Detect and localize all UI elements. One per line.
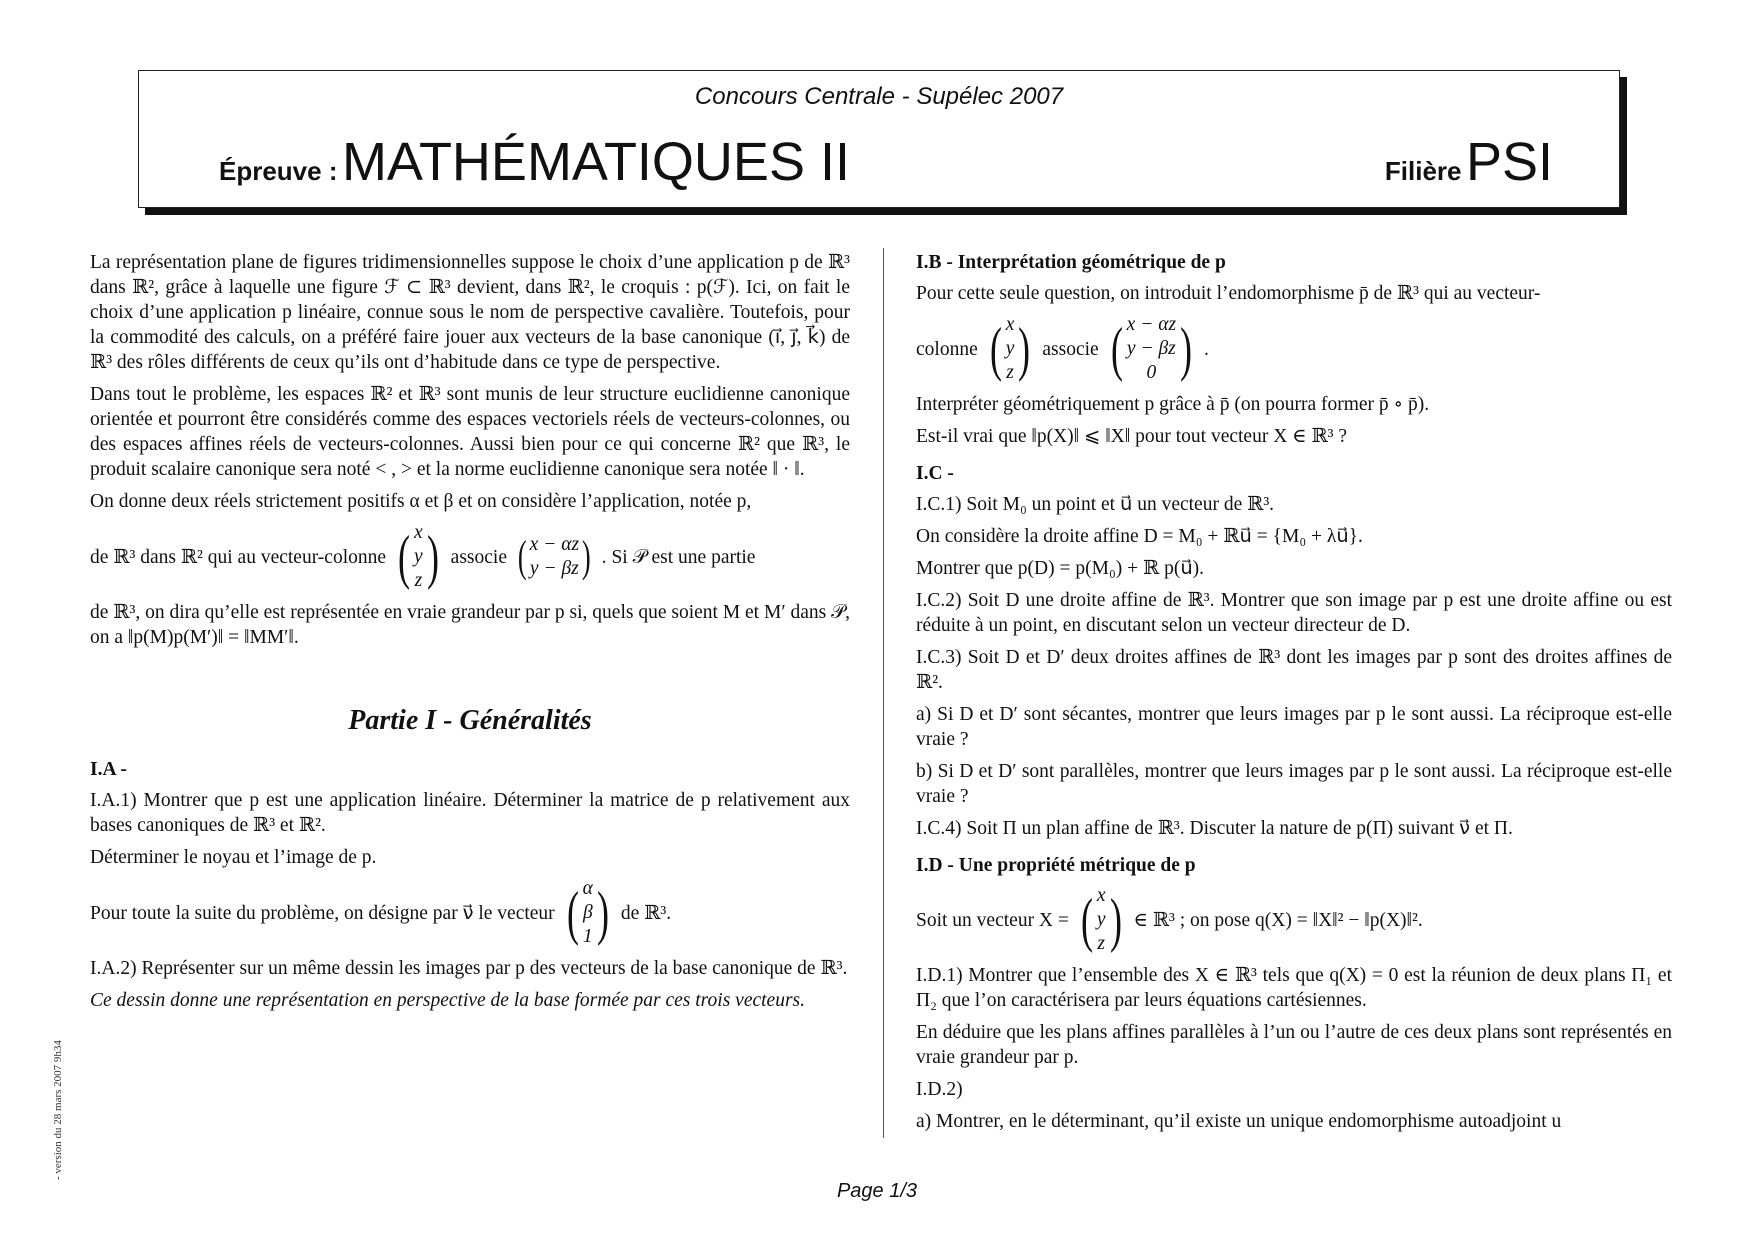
question-IC1c: Montrer que p(D) = p(M₀) + ℝ p(u⃗). [916,558,1205,579]
q-definition [916,884,1672,956]
question-IA2b: Ce dessin donne une représentation en perspective de la base formée par ces trois vecteurs. [90,990,806,1011]
vec-entry: y [1096,909,1106,930]
vec-entry: x − αz [1126,314,1177,335]
page-number: Page 1/3 [836,1180,918,1202]
question-IC3b: b) Si D et D′ sont parallèles, montrer que leurs images par p le sont aussi. La réciproque est-elle vraie ? [916,761,1672,807]
filiere-value: PSI [1465,132,1553,192]
column-divider [883,248,884,1138]
question-IC1: I.C.1) Soit M₀ un point et u⃗ un vecteur de ℝ³. [916,494,1275,515]
map-text-mid: associe [450,546,507,568]
question-ID1: I.D.1) Montrer que l’ensemble des X ∈ ℝ³ tels que q(X) = 0 est la réunion de deux plans Π₁ et Π₂ que l’on caractérisera par leurs équations cartésiennes. [916,965,1672,1011]
question-ID2a: a) Montrer, en le déterminant, qu’il existe un unique endomorphisme autoadjoint u [916,1111,1562,1132]
intro-paragraph-4: de ℝ³, on dira qu’elle est représentée en vraie grandeur par p si, quels que soient M et M′ dans 𝒫, on a ‖p(M)p(M′)‖ = ‖MM′‖. [90,602,851,648]
question-ID1b: En déduire que les plans affines parallèles à l’un ou l’autre de ces deux plans sont représentés en vraie grandeur par p. [916,1022,1672,1068]
column-vector: ( x y z ) [989,314,1031,383]
question-IC4: I.C.4) Soit Π un plan affine de ℝ³. Discuter la nature de p(Π) suivant ν⃗ et Π. [916,818,1513,839]
vec-entry: 1 [582,926,593,947]
column-vector: ( x y z ) [398,522,439,591]
filiere [1385,131,1553,193]
pbar-definition: colonne ( x y z ) associe ( x − αz y − βz 0 ) . [916,314,1209,383]
question-IC3a: a) Si D et D′ sont sécantes, montrer que leurs images par p le sont aussi. La réciproque est-elle vraie ? [916,704,1672,750]
map-text-after: . Si 𝒫 est une partie [601,546,756,568]
question-IC3: I.C.3) Soit D et D′ deux droites affines de ℝ³ dont les images par p sont des droites affines de ℝ². [916,647,1672,693]
nu-definition [90,877,850,949]
intro-paragraph-2: Dans tout le problème, les espaces ℝ² et ℝ³ sont munis de leur structure euclidienne canonique orientée et pourront être considérés comme des espaces vectoriels réels de vecteurs-colonnes, ou des espaces affines réels de vecteurs-colonnes. Aussi bien pour ce qui concerne ℝ² que ℝ³, le produit scalaire canonique sera noté < , > et la norme euclidienne canonique sera notée ‖ · ‖. [90,384,850,480]
vec-entry: z [1097,933,1105,954]
question-IC2: I.C.2) Soit D une droite affine de ℝ³. Montrer que son image par p est une droite affine ou est réduite à un point, en discutant selon un vecteur directeur de D. [916,590,1672,636]
section-ID: I.D - Une propriété métrique de p [916,855,1196,876]
version-note: - version du 28 mars 2007 9h34 [52,1040,64,1180]
nu-vector: ( α β 1 ) [566,878,609,947]
pbar-text-assoc: associe [1042,338,1099,360]
contest-title: Concours Centrale - Supélec 2007 [694,83,1064,110]
section-IA: I.A - [90,759,127,780]
vec-entry: x − αz [529,534,580,555]
vec-entry: y [1005,338,1015,359]
vec-entry: x [1005,314,1015,335]
nu-text-after: de ℝ³. [620,902,672,924]
question-IA2: I.A.2) Représenter sur un même dessin les images par p des vecteurs de la base canonique de ℝ³. [90,958,848,979]
vec-entry: y − βz [1126,338,1176,359]
vec-entry: 0 [1146,362,1157,383]
question-IC1b: On considère la droite affine D = M₀ + ℝu⃗ = {M₀ + λu⃗}. [916,526,1363,547]
vec-entry: y − βz [529,558,579,579]
vec-entry: β [582,902,593,923]
section-IB: I.B - Interprétation géométrique de p [916,252,1226,273]
vec-entry: z [1006,362,1014,383]
epreuve [219,131,850,193]
left-column [90,250,850,1020]
intro-paragraph-1: La représentation plane de figures tridimensionnelles suppose le choix d’une application p de ℝ³ dans ℝ², grâce à laquelle une figure ℱ ⊂ ℝ³ devient, dans ℝ², le croquis : p(ℱ). Ici, on fait le choix d’une application p linéaire, connue sous le nom de perspective cavalière. Toutefois, pour la commodité des calculs, on a préféré faire jouer aux vecteurs de la base canonique (i⃗, j⃗, k⃗) de ℝ³ des rôles différents de ceux qu’ils ont d’habitude dans ce type de perspective. [90,252,850,373]
image-vector: ( x − αz y − βz ) [517,532,591,581]
intro-paragraph-3: On donne deux réels strictement positifs α et β et on considère l’application, notée p, [90,491,752,512]
q-text-after: ∈ ℝ³ ; on pose q(X) = ‖X‖² − ‖p(X)‖². [1133,909,1423,931]
filiere-label: Filière [1384,156,1462,186]
column-vector: ( x y z ) [1080,885,1122,954]
subject-title: MATHÉMATIQUES II [341,132,850,192]
image-vector: ( x − αz y − βz 0 ) [1110,314,1193,383]
nu-text-before: Pour toute la suite du problème, on désigne par ν⃗ le vecteur [90,902,555,924]
question-IA1b: Déterminer le noyau et l’image de p. [90,847,377,868]
header-box [138,70,1620,208]
question-IA1: I.A.1) Montrer que p est une application linéaire. Déterminer la matrice de p relativement aux bases canoniques de ℝ³ et ℝ². [90,790,850,836]
vec-entry: y [414,546,423,567]
vec-entry: α [582,878,593,899]
vec-entry: z [414,570,423,591]
question-IB1: Pour cette seule question, on introduit l’endomorphisme p̄ de ℝ³ qui au vecteur- [916,283,1541,304]
part-title: Partie I - Généralités [348,705,592,736]
pbar-text-col: colonne [916,338,978,360]
map-definition [90,521,850,593]
map-text-before: de ℝ³ dans ℝ² qui au vecteur-colonne [90,546,387,568]
question-IB2: Interpréter géométriquement p grâce à p̄ (on pourra former p̄ ∘ p̄). [916,394,1430,415]
question-IB3: Est-il vrai que ‖p(X)‖ ⩽ ‖X‖ pour tout vecteur X ∈ ℝ³ ? [916,426,1348,447]
right-column [916,250,1672,1141]
epreuve-label: Épreuve : [219,156,338,186]
question-ID2: I.D.2) [916,1079,963,1100]
vec-entry: x [414,522,423,543]
q-text-before: Soit un vecteur X = [916,909,1069,931]
section-IC: I.C - [916,463,954,484]
vec-entry: x [1096,885,1106,906]
